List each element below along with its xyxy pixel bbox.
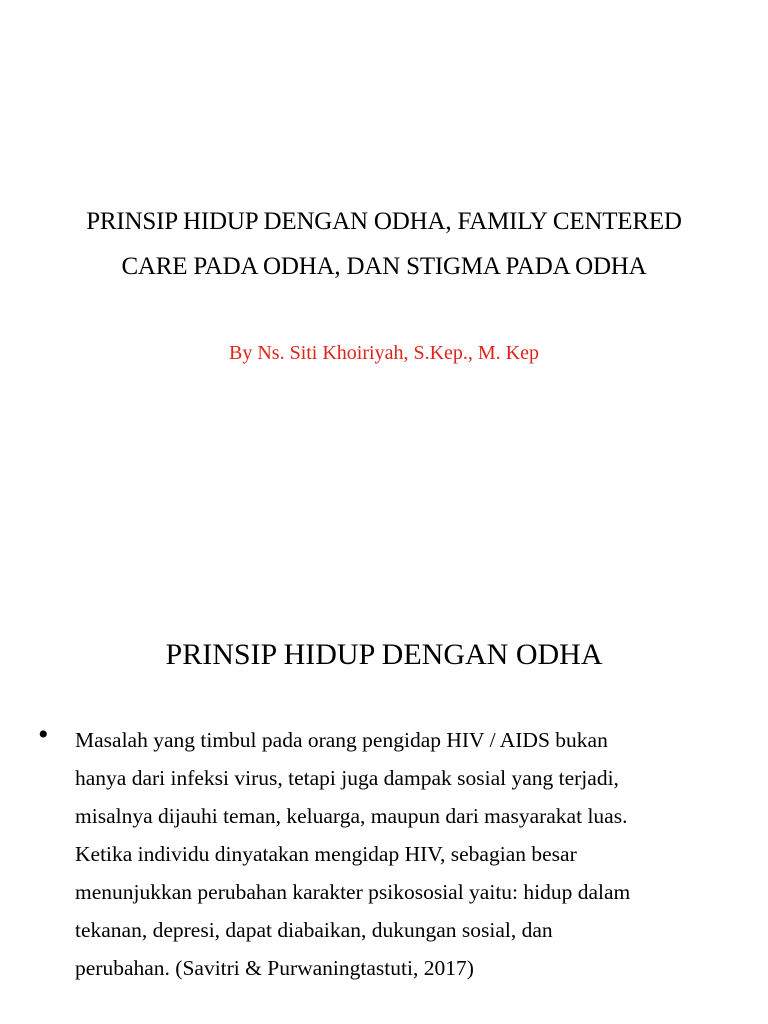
bullet-text-line: menunjukkan perubahan karakter psikososial yaitu: hidup dalam	[75, 880, 631, 904]
slide-title-line-1: PRINSIP HIDUP DENGAN ODHA, FAMILY CENTERED	[86, 208, 682, 235]
bullet-text-line: Ketika individu dinyatakan mengidap HIV, sebagian besar	[75, 842, 577, 866]
bullet-text-line: perubahan. (Savitri & Purwaningtastuti, 2017)	[75, 956, 474, 980]
bullet-text-line: Masalah yang timbul pada orang pengidap HIV / AIDS bukan	[75, 728, 608, 752]
bullet-icon: •	[38, 718, 49, 751]
content-slide	[0, 560, 768, 1024]
bullet-text-line: hanya dari infeksi virus, tetapi juga dampak sosial yang terjadi,	[75, 766, 619, 790]
slide-heading: PRINSIP HIDUP DENGAN ODHA	[165, 638, 603, 671]
bullet-text-line: tekanan, depresi, dapat diabaikan, dukungan sosial, dan	[75, 918, 553, 942]
author-subtitle: By Ns. Siti Khoiriyah, S.Kep., M. Kep	[229, 342, 539, 364]
bullet-text-line: misalnya dijauhi teman, keluarga, maupun dari masyarakat luas.	[75, 804, 628, 828]
slide-title-line-2: CARE PADA ODHA, DAN STIGMA PADA ODHA	[121, 253, 647, 280]
